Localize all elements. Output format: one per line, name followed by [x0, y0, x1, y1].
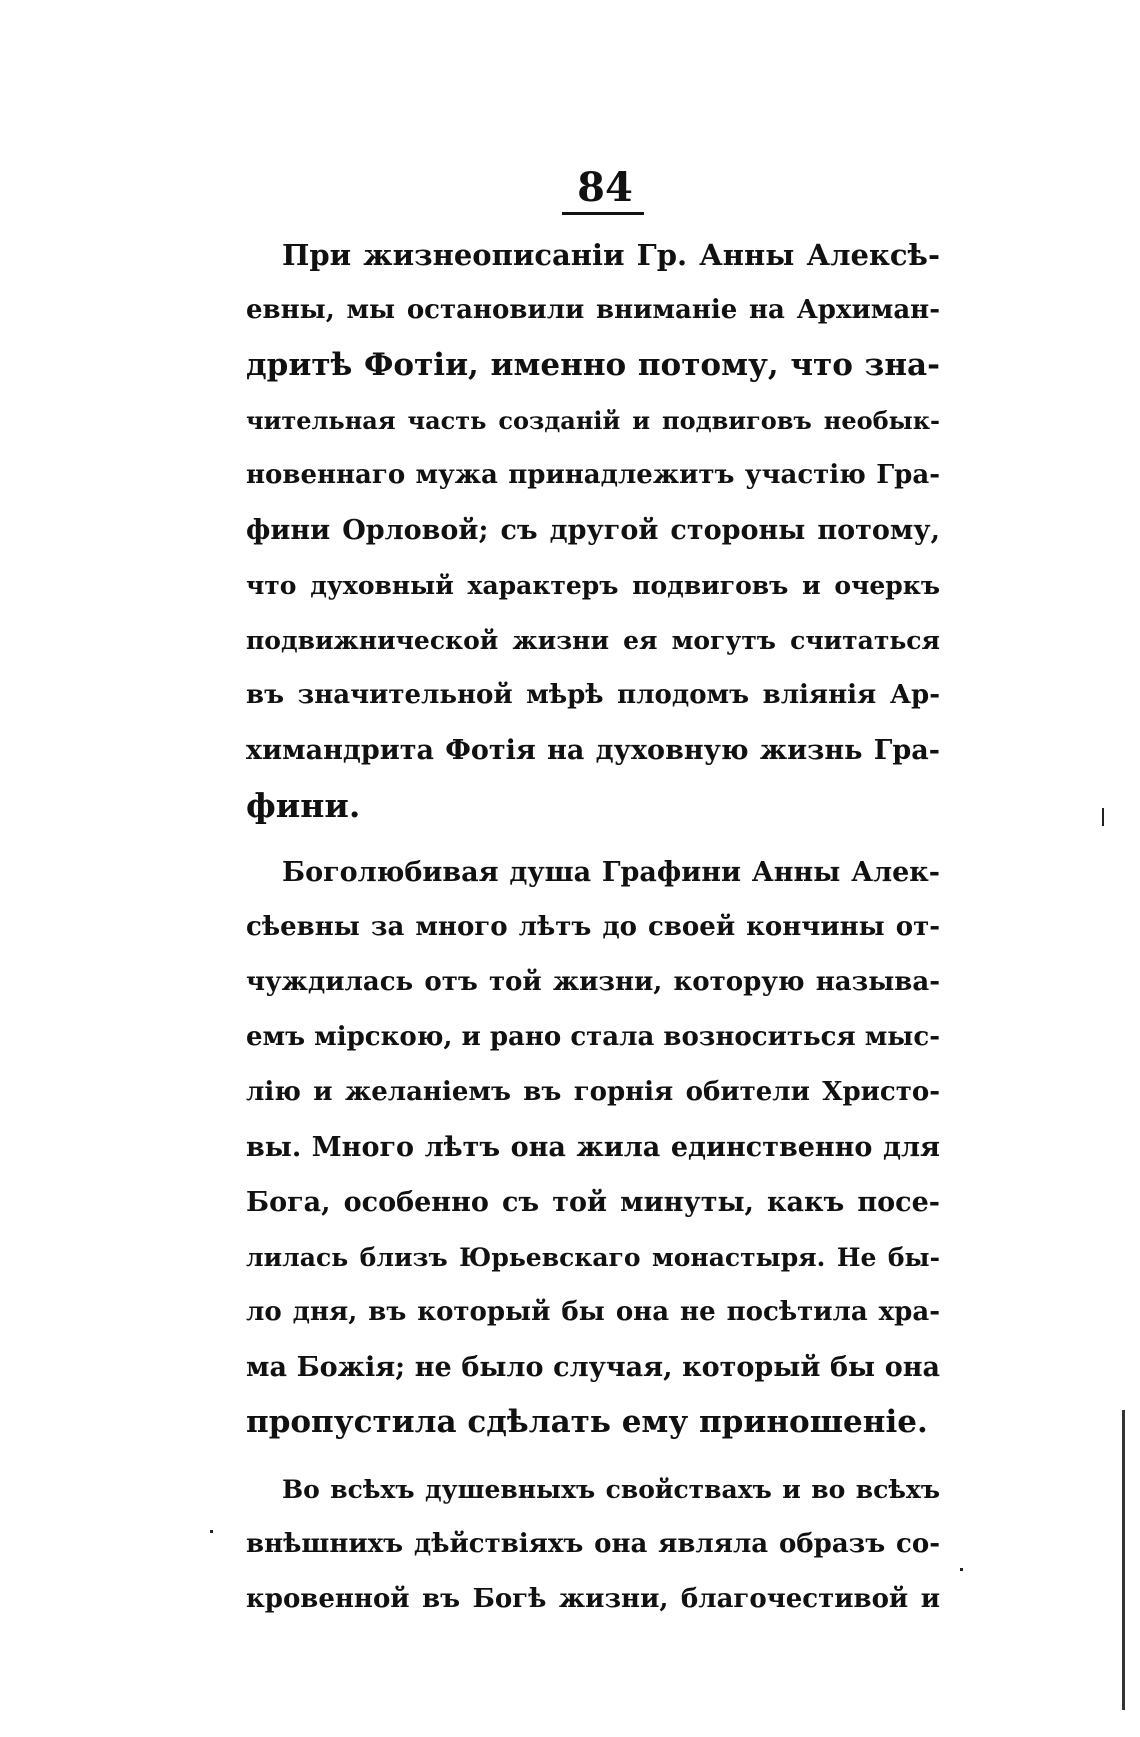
paragraph-3: [246, 1462, 940, 1627]
text-line: ма Божія; не было случая, который бы она: [246, 1352, 940, 1383]
scan-edge-mark: [1122, 1410, 1125, 1710]
text-line: лилась близъ Юрьевскаго монастыря. Не бы-: [246, 1243, 940, 1272]
text-line: ло дня, въ который бы она не посѣтила хра-: [246, 1297, 940, 1327]
scan-edge-mark: [1102, 808, 1104, 826]
text-line: чуждилась отъ той жизни, которую называ-: [246, 967, 940, 997]
scan-edge-mark: [210, 1530, 213, 1533]
text-line: въ значительной мѣрѣ плодомъ вліянія Ар-: [246, 680, 940, 710]
text-line: что духовный характеръ подвиговъ и очеркъ: [246, 571, 940, 600]
text-line: вы. Много лѣтъ она жила единственно для: [246, 1132, 940, 1163]
page-number-rule: [562, 212, 644, 215]
text-line: сѣевны за много лѣтъ до своей кончины от-: [246, 912, 940, 942]
text-line: Боголюбивая душа Графини Анны Алек-: [282, 857, 940, 888]
text-line: новеннаго мужа принадлежитъ участію Гра-: [246, 460, 940, 490]
text-line: При жизнеописаніи Гр. Анны Алексѣ-: [282, 238, 940, 272]
text-line: фини.: [246, 786, 361, 825]
page-number: 84: [577, 164, 633, 211]
paragraph-gap: [246, 833, 940, 845]
text-body: [246, 228, 940, 1627]
text-line: химандрита Фотія на духовную жизнь Гра-: [246, 735, 940, 766]
text-line: дритѣ Фотіи, именно потому, что зна-: [246, 347, 940, 383]
text-line: пропустила сдѣлать ему приношеніе.: [246, 1404, 928, 1440]
text-line: емъ мірскою, и рано стала возноситься мыс-: [246, 1022, 940, 1052]
text-line: Во всѣхъ душевныхъ свойствахъ и во всѣхъ: [282, 1475, 940, 1504]
text-line: внѣшнихъ дѣйствіяхъ она являла образъ со-: [246, 1529, 940, 1559]
text-line: подвижнической жизни ея могутъ считаться: [246, 626, 940, 655]
text-line: лію и желаніемъ въ горнія обители Христо-: [246, 1077, 940, 1107]
paragraph-1: [246, 228, 940, 833]
text-line: кровенной въ Богѣ жизни, благочестивой и: [246, 1584, 940, 1614]
text-line: евны, мы остановили вниманіе на Архиман-: [246, 295, 940, 325]
paragraph-gap: [246, 1450, 940, 1462]
paragraph-2: [246, 845, 940, 1450]
text-line: чительная часть созданій и подвиговъ необык-: [246, 406, 940, 435]
text-line: фини Орловой; съ другой стороны потому,: [246, 515, 940, 546]
scan-edge-mark: [960, 1568, 963, 1571]
text-line: Бога, особенно съ той минуты, какъ посе-: [246, 1187, 940, 1218]
